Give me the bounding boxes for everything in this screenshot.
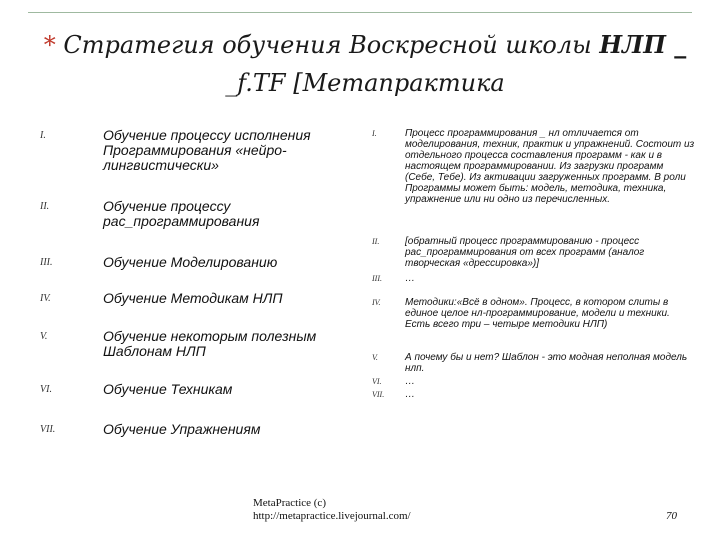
right-item-number: IV. [372, 298, 381, 307]
right-item-number: VI. [372, 377, 382, 386]
right-item-text: … [405, 376, 415, 387]
slide-title [40, 26, 690, 102]
title-line1-tail: НЛП _ [599, 30, 687, 59]
page-number: 70 [666, 510, 677, 522]
right-item-number: VII. [372, 390, 385, 399]
left-item-text: Обучение процессу исполнения Программирования «нейро-лингвистически» [103, 127, 311, 173]
left-item-number: I. [40, 130, 46, 141]
right-item-text: … [405, 389, 415, 400]
right-item-text: … [405, 273, 415, 284]
left-item-text: Обучение процессу рас_программирования [103, 198, 260, 229]
left-item-text: Обучение Техникам [103, 381, 233, 397]
left-item-number: II. [40, 201, 50, 212]
right-item-number: V. [372, 353, 378, 362]
left-item-text: Обучение Методикам НЛП [103, 290, 283, 306]
left-item-number: III. [40, 257, 53, 268]
left-item-number: VI. [40, 384, 52, 395]
footer-url[interactable]: http://metapractice.livejournal.com/ [253, 510, 411, 522]
left-item-text: Обучение Моделированию [103, 254, 278, 270]
left-item-text: Обучение некоторым полезным Шаблонам НЛП [103, 328, 317, 359]
right-item-text: [обратный процесс программированию - процесс рас_программирования от всех программ (аналог творческая «дрессировка»)] [405, 236, 645, 269]
left-item-text: Обучение Упражнениям [103, 421, 261, 437]
left-item-number: V. [40, 331, 48, 342]
right-item-number: II. [372, 237, 380, 246]
title-divider-line [28, 12, 692, 13]
footer-copyright: MetaPractice (c) [253, 497, 326, 509]
title-star: * [43, 31, 56, 59]
right-item-number: I. [372, 129, 377, 138]
footer [253, 497, 411, 523]
right-item-text: Процесс программирования _ нл отличается от моделирования, техник, практик и упражнений. Состоит из отдельного процесса составления программ - как и в настоящем программировании. Из загрузки программ (Себе, Тебе). Из активации загруженных программ. В роли Программы может быть: модель, методика, техника, упражнение или ни одно из перечисленных. [405, 128, 695, 205]
left-item-number: VII. [40, 424, 56, 435]
title-line2: _f.TF [Метапрактика [225, 69, 505, 97]
left-item-number: IV. [40, 293, 51, 304]
right-item-number: III. [372, 274, 382, 283]
title-line1: Стратегия обучения Воскресной школы [63, 31, 592, 59]
right-item-text: Методики:«Всё в одном». Процесс, в котором слиты в единое целое нл-программирование, модели и техники. Есть всего три – четыре методики НЛП) [405, 297, 670, 330]
right-item-text: А почему бы и нет? Шаблон - это модная неполная модель нлп. [405, 352, 688, 374]
